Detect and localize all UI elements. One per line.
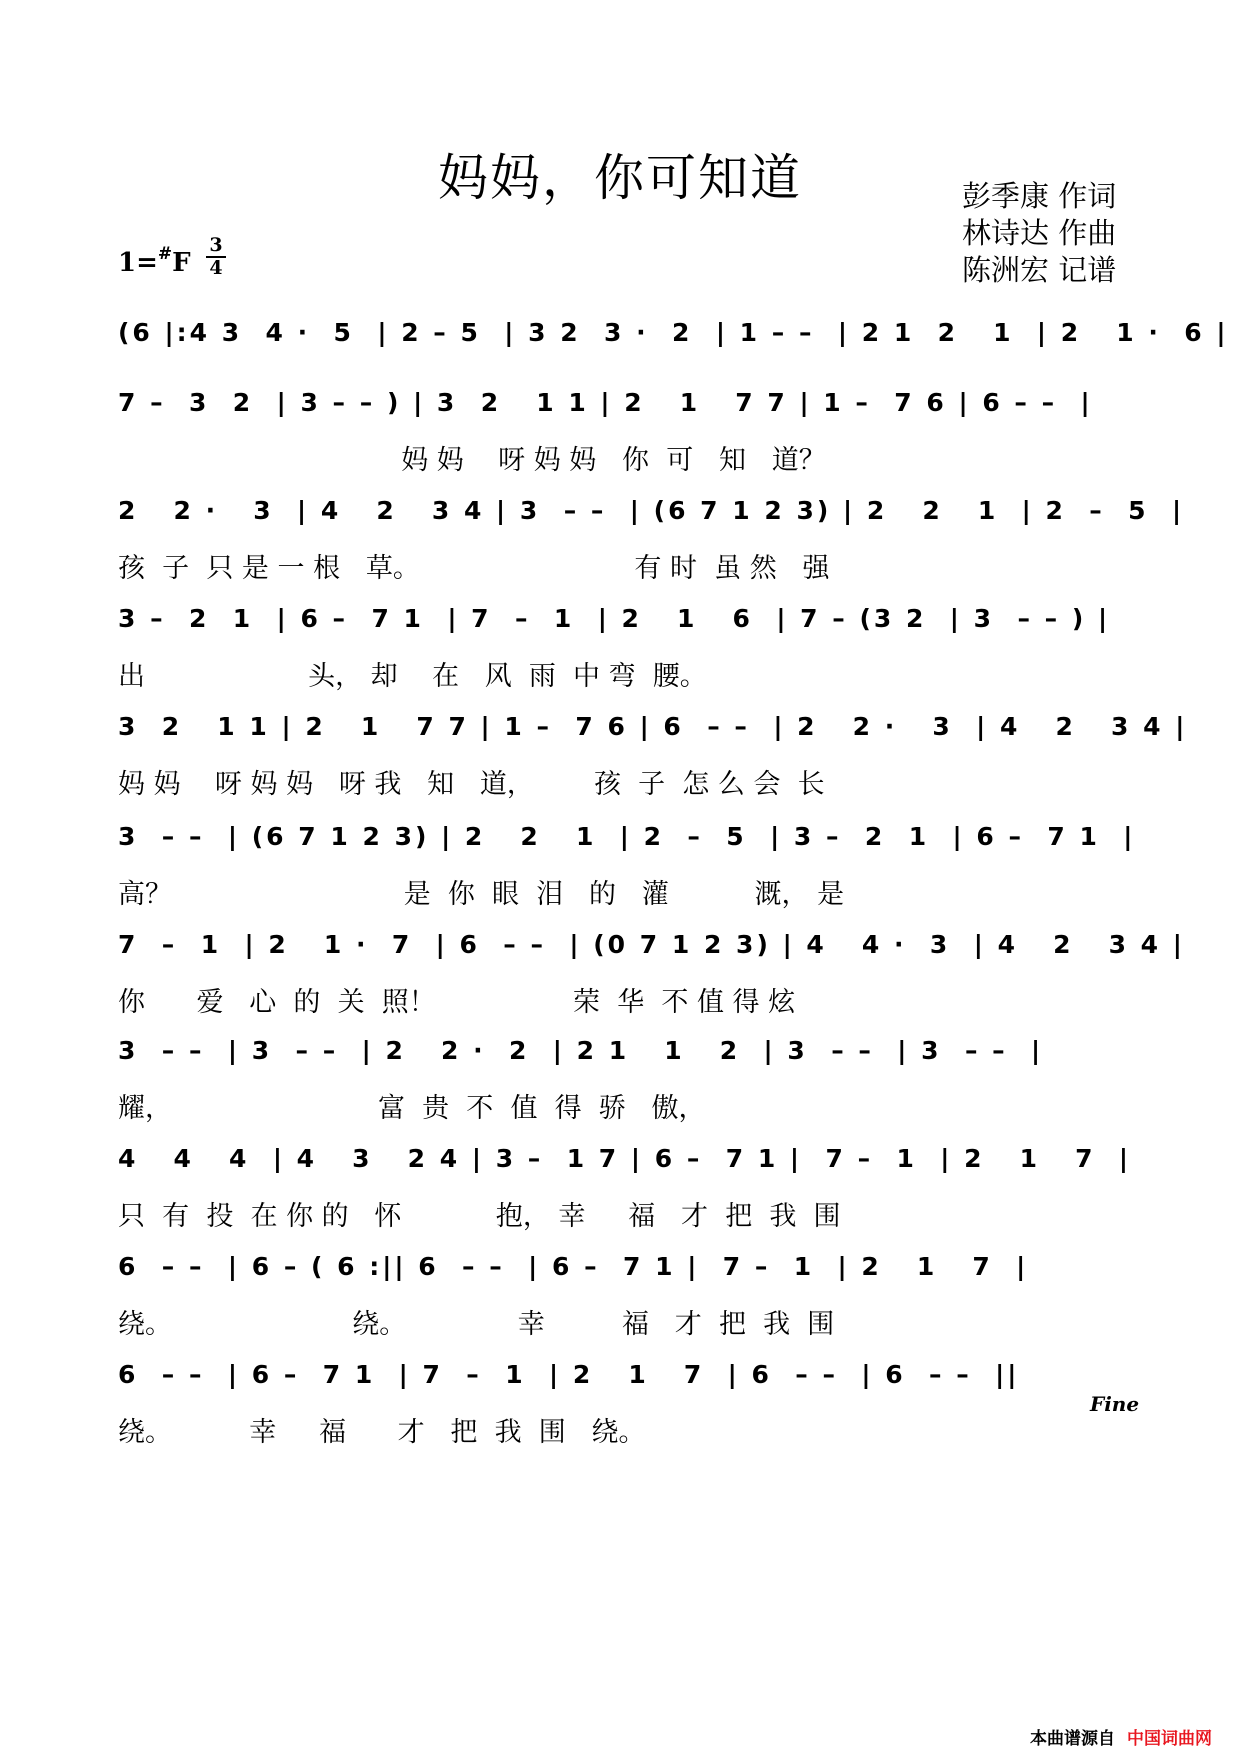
footer-credit: 本曲谱源自 中国词曲网 [1030, 1729, 1212, 1749]
lyricist-credit: 彭季康 作词 [962, 179, 1117, 213]
score-row [0, 822, 1240, 932]
notation-line: 3 – 2 1 | 6 – 7 1 | 7 – 1 | 2 1 6 | 7 – (3 2 | 3 – – ) | [118, 604, 1111, 633]
score-row [0, 712, 1240, 822]
notation-line: (6 |:4 3 4 · 5 | 2 – 5 | 3 2 3 · 2 | 1 – – | 2 1 2 1 | 2 1 · 6 | [118, 318, 1229, 347]
lyrics-line: 出 头， 却 在 风 雨 中 弯 腰。 [118, 661, 707, 692]
notation-line: 2 2 · 3 | 4 2 3 4 | 3 – – | (6 7 1 2 3) | 2 2 1 | 2 – 5 | [118, 496, 1185, 525]
score-row [0, 1252, 1240, 1362]
time-signature-top: 3 [209, 234, 223, 256]
fine-marking: Fine [1090, 1392, 1140, 1416]
lyrics-line: 绕。 绕。 幸 福 才 把 我 围 [118, 1309, 835, 1340]
notation-line: 4 4 4 | 4 3 2 4 | 3 – 1 7 | 6 – 7 1 | 7 – 1 | 2 1 7 | [118, 1144, 1132, 1173]
lyrics-line: 只 有 投 在 你 的 怀 抱， 幸 福 才 把 我 围 [118, 1201, 841, 1232]
notation-line: 3 – – | (6 7 1 2 3) | 2 2 1 | 2 – 5 | 3 – 2 1 | 6 – 7 1 | [118, 822, 1136, 851]
time-signature-bottom: 4 [209, 257, 223, 279]
credits [962, 178, 1116, 289]
key-signature: 1=#F [118, 244, 191, 278]
notation-line: 7 – 1 | 2 1 · 7 | 6 – – | (0 7 1 2 3) | 4 4 · 3 | 4 2 3 4 | [118, 930, 1185, 959]
time-signature [206, 236, 226, 278]
score-row [0, 1036, 1240, 1146]
score-row [0, 930, 1240, 1040]
lyrics-line: 绕。 幸 福 才 把 我 围 绕。 [118, 1417, 646, 1448]
score-row [0, 496, 1240, 606]
page-title: 妈妈，你可知道 [438, 149, 802, 207]
score-row [0, 388, 1240, 498]
notation-line: 7 – 3 2 | 3 – – ) | 3 2 1 1 | 2 1 7 7 | 1 – 7 6 | 6 – – | [118, 388, 1093, 417]
composer-credit: 林诗达 作曲 [962, 216, 1117, 250]
notation-line: 6 – – | 6 – ( 6 :|| 6 – – | 6 – 7 1 | 7 – 1 | 2 1 7 | [118, 1252, 1029, 1281]
lyrics-line: 妈 妈 呀 妈 妈 你 可 知 道？ [118, 445, 826, 476]
notation-line: 3 – – | 3 – – | 2 2 · 2 | 2 1 1 2 | 3 – – | 3 – – | [118, 1036, 1044, 1065]
score-row [0, 604, 1240, 714]
score-row [0, 1360, 1240, 1470]
notation-line: 3 2 1 1 | 2 1 7 7 | 1 – 7 6 | 6 – – | 2 2 · 3 | 4 2 3 4 | [118, 712, 1188, 741]
lyrics-line: 高？ 是 你 眼 泪 的 灌 溉， 是 [118, 879, 845, 910]
lyrics-line: 耀， 富 贵 不 值 得 骄 傲， [118, 1093, 706, 1124]
lyrics-line: 你 爱 心 的 关 照！ 荣 华 不 值 得 炫 [118, 987, 796, 1018]
transcriber-credit: 陈洲宏 记谱 [962, 253, 1117, 287]
score-row [0, 1144, 1240, 1254]
lyrics-line: 妈 妈 呀 妈 妈 呀 我 知 道， 孩 子 怎 么 会 长 [118, 769, 825, 800]
lyrics-line: 孩 子 只 是 一 根 草。 有 时 虽 然 强 [118, 553, 830, 584]
notation-line: 6 – – | 6 – 7 1 | 7 – 1 | 2 1 7 | 6 – – | 6 – – || [118, 1360, 1020, 1389]
